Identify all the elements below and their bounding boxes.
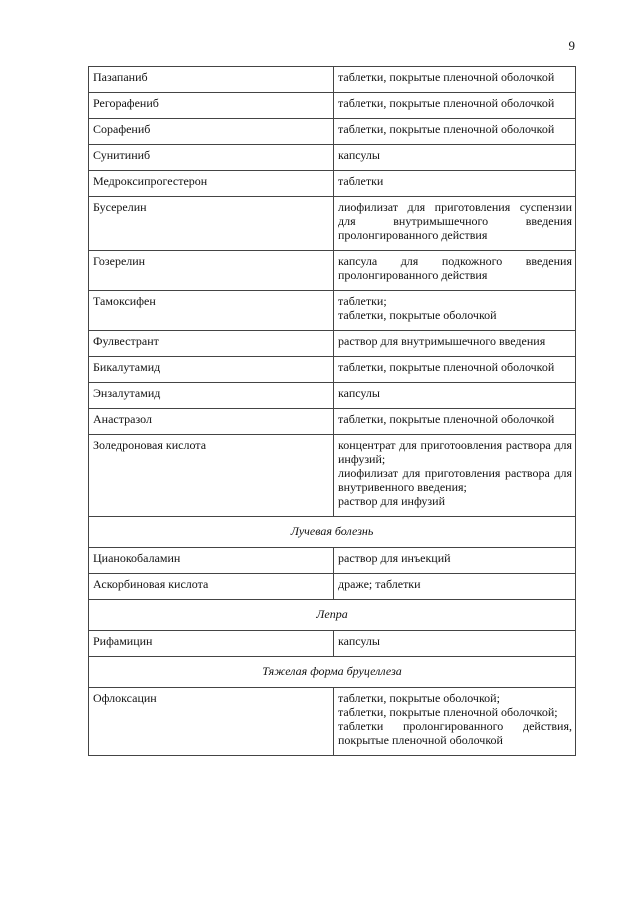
page-number: 9 — [568, 38, 575, 53]
dosage-form-line: таблетки, покрытые пленочной оболочкой — [338, 96, 555, 110]
table-row — [89, 383, 576, 409]
table-row — [89, 145, 576, 171]
dosage-form-cell — [334, 145, 576, 171]
drug-name-cell: Офлоксацин — [89, 688, 334, 756]
drug-name-cell: Медроксипрогестерон — [89, 171, 334, 197]
drug-name-cell: Золедроновая кислота — [89, 435, 334, 517]
table-row — [89, 171, 576, 197]
dosage-form-cell — [334, 631, 576, 657]
section-row — [89, 517, 576, 548]
drug-name-cell: Анастразол — [89, 409, 334, 435]
dosage-form-line: драже; таблетки — [338, 577, 421, 591]
dosage-form-line: таблетки, покрытые пленочной оболочкой; — [338, 705, 558, 719]
drug-name-cell: Сунитиниб — [89, 145, 334, 171]
dosage-form-line: концентрат для приготоовления раствора для инфузий; — [338, 438, 572, 466]
section-row — [89, 657, 576, 688]
section-row — [89, 600, 576, 631]
drug-name-cell: Гозерелин — [89, 251, 334, 291]
dosage-form-cell — [334, 291, 576, 331]
drug-name-cell: Цианокобаламин — [89, 548, 334, 574]
drug-name-cell: Тамоксифен — [89, 291, 334, 331]
table-row — [89, 409, 576, 435]
dosage-form-line: таблетки, покрытые оболочкой; — [338, 691, 500, 705]
drug-name-cell: Пазапаниб — [89, 67, 334, 93]
table-row — [89, 291, 576, 331]
dosage-form-cell — [334, 688, 576, 756]
table-row — [89, 548, 576, 574]
table-row — [89, 435, 576, 517]
table-body — [89, 67, 576, 756]
dosage-form-cell — [334, 435, 576, 517]
drug-name-cell: Аскорбиновая кислота — [89, 574, 334, 600]
dosage-form-cell — [334, 357, 576, 383]
dosage-form-cell — [334, 383, 576, 409]
dosage-form-line: таблетки; — [338, 294, 387, 308]
dosage-form-line: таблетки, покрытые пленочной оболочкой — [338, 360, 555, 374]
dosage-form-line: таблетки — [338, 174, 384, 188]
drug-name-cell: Рифамицин — [89, 631, 334, 657]
dosage-form-line: таблетки, покрытые оболочкой — [338, 308, 497, 322]
drug-name-cell: Сорафениб — [89, 119, 334, 145]
dosage-form-line: лиофилизат для приготовления суспензии для внутримышечного введения пролонгированного действия — [338, 200, 572, 242]
table-row — [89, 93, 576, 119]
dosage-form-cell — [334, 409, 576, 435]
section-title: Лучевая болезнь — [89, 517, 576, 548]
dosage-form-cell — [334, 331, 576, 357]
dosage-form-cell — [334, 119, 576, 145]
table-row — [89, 197, 576, 251]
dosage-form-line: капсулы — [338, 634, 380, 648]
dosage-form-line: капсула для подкожного введения пролонгированного действия — [338, 254, 572, 282]
dosage-form-line: раствор для внутримышечного введения — [338, 334, 546, 348]
drug-name-cell: Бикалутамид — [89, 357, 334, 383]
table-row — [89, 331, 576, 357]
dosage-form-line: таблетки пролонгированного действия, покрытые пленочной оболочкой — [338, 719, 572, 747]
dosage-form-cell — [334, 67, 576, 93]
dosage-form-cell — [334, 574, 576, 600]
table-row — [89, 574, 576, 600]
dosage-form-cell — [334, 93, 576, 119]
table-row — [89, 357, 576, 383]
drug-name-cell: Регорафениб — [89, 93, 334, 119]
table-row — [89, 67, 576, 93]
dosage-form-line: капсулы — [338, 386, 380, 400]
table-row — [89, 119, 576, 145]
dosage-form-cell — [334, 548, 576, 574]
dosage-form-cell — [334, 171, 576, 197]
dosage-form-line: раствор для инъекций — [338, 551, 451, 565]
dosage-form-line: таблетки, покрытые пленочной оболочкой — [338, 412, 555, 426]
dosage-form-line: таблетки, покрытые пленочной оболочкой — [338, 70, 555, 84]
dosage-form-line: таблетки, покрытые пленочной оболочкой — [338, 122, 555, 136]
drug-name-cell: Бусерелин — [89, 197, 334, 251]
dosage-form-line: капсулы — [338, 148, 380, 162]
dosage-form-line: лиофилизат для приготовления раствора для внутривенного введения; — [338, 466, 572, 494]
table-row — [89, 251, 576, 291]
table-row — [89, 631, 576, 657]
section-title: Лепра — [89, 600, 576, 631]
section-title: Тяжелая форма бруцеллеза — [89, 657, 576, 688]
dosage-form-line: раствор для инфузий — [338, 494, 445, 508]
drug-name-cell: Фулвестрант — [89, 331, 334, 357]
dosage-form-cell — [334, 197, 576, 251]
dosage-form-cell — [334, 251, 576, 291]
table-row — [89, 688, 576, 756]
drug-name-cell: Энзалутамид — [89, 383, 334, 409]
drug-table — [88, 66, 576, 756]
